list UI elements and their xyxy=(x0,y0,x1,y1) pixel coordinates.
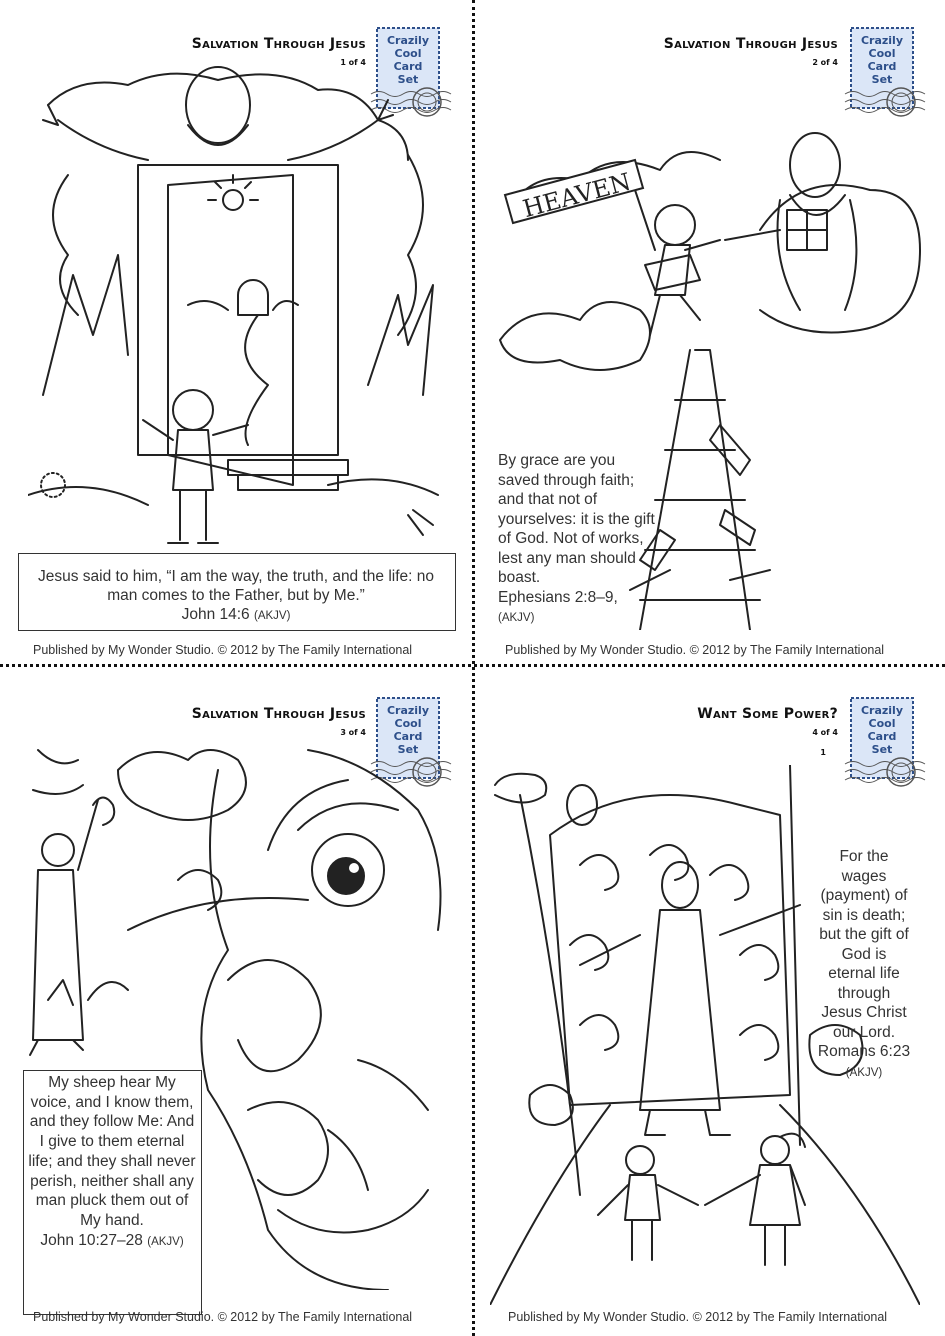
card-title: Want Some Power? xyxy=(697,706,838,722)
stamp-text: Crazily Cool Card Set xyxy=(860,704,904,756)
card-3 xyxy=(18,680,458,1330)
card-title: Salvation Through Jesus xyxy=(191,706,366,722)
verse-version: (AKJV) xyxy=(253,610,291,622)
horizontal-cut-line xyxy=(0,664,945,667)
verse xyxy=(816,847,912,1083)
publisher-footer: Published by My Wonder Studio. © 2012 by The Family International xyxy=(33,643,413,657)
verse-text: Jesus said to him, “I am the way, the truth, and the life: no man comes to the Father, but by Me.” xyxy=(37,568,435,604)
card-number: 2 of 4 xyxy=(812,58,838,67)
card-title: Salvation Through Jesus xyxy=(663,36,838,52)
vertical-cut-line xyxy=(472,0,475,1336)
publisher-footer: Published by My Wonder Studio. © 2012 by The Family International xyxy=(505,643,885,657)
verse xyxy=(26,567,446,626)
door-to-heaven-illustration xyxy=(28,65,448,585)
verse-text: By grace are you saved through faith; and that not of yourselves: it is the gift of God. Not of works, lest any man should boast. xyxy=(498,452,655,586)
card-2 xyxy=(490,10,930,660)
publisher-footer: Published by My Wonder Studio. © 2012 by The Family International xyxy=(33,1310,413,1324)
card-4 xyxy=(490,680,930,1330)
verse xyxy=(28,1073,196,1252)
publisher-footer: Published by My Wonder Studio. © 2012 by The Family International xyxy=(508,1310,888,1324)
verse-reference: Romans 6:23 xyxy=(817,1043,911,1060)
card-1 xyxy=(18,10,458,660)
heaven-sign xyxy=(505,160,643,223)
card-mark: 1 xyxy=(820,748,826,757)
verse-version: (AKJV) xyxy=(498,612,535,624)
verse-version: (AKJV) xyxy=(147,1235,184,1248)
stamp-text: Crazily Cool Card Set xyxy=(860,34,904,86)
verse-reference: John 10:27–28 xyxy=(40,1231,143,1249)
verse-reference: John 14:6 xyxy=(181,606,250,623)
verse xyxy=(498,451,658,629)
stamp-text: Crazily Cool Card Set xyxy=(386,34,430,86)
svg-text:HEAVEN: HEAVEN xyxy=(519,167,634,224)
card-number: 1 of 4 xyxy=(340,58,366,67)
postage-stamp xyxy=(851,28,913,108)
card-number: 4 of 4 xyxy=(812,728,838,737)
verse-version: (AKJV) xyxy=(845,1066,883,1079)
verse-text: My sheep hear My voice, and I know them, and they follow Me: And I give to them eternal life; and they shall never perish, neither shall any man pluck them out of My hand. xyxy=(28,1074,196,1229)
stamp-text: Crazily Cool Card Set xyxy=(386,704,430,756)
card-number: 3 of 4 xyxy=(340,728,366,737)
card-title: Salvation Through Jesus xyxy=(191,36,366,52)
verse-reference: Ephesians 2:8–9, xyxy=(498,588,618,606)
verse-text: For the wages (payment) of sin is death; but the gift of God is eternal life through Jesus Christ our Lord. xyxy=(819,848,909,1041)
